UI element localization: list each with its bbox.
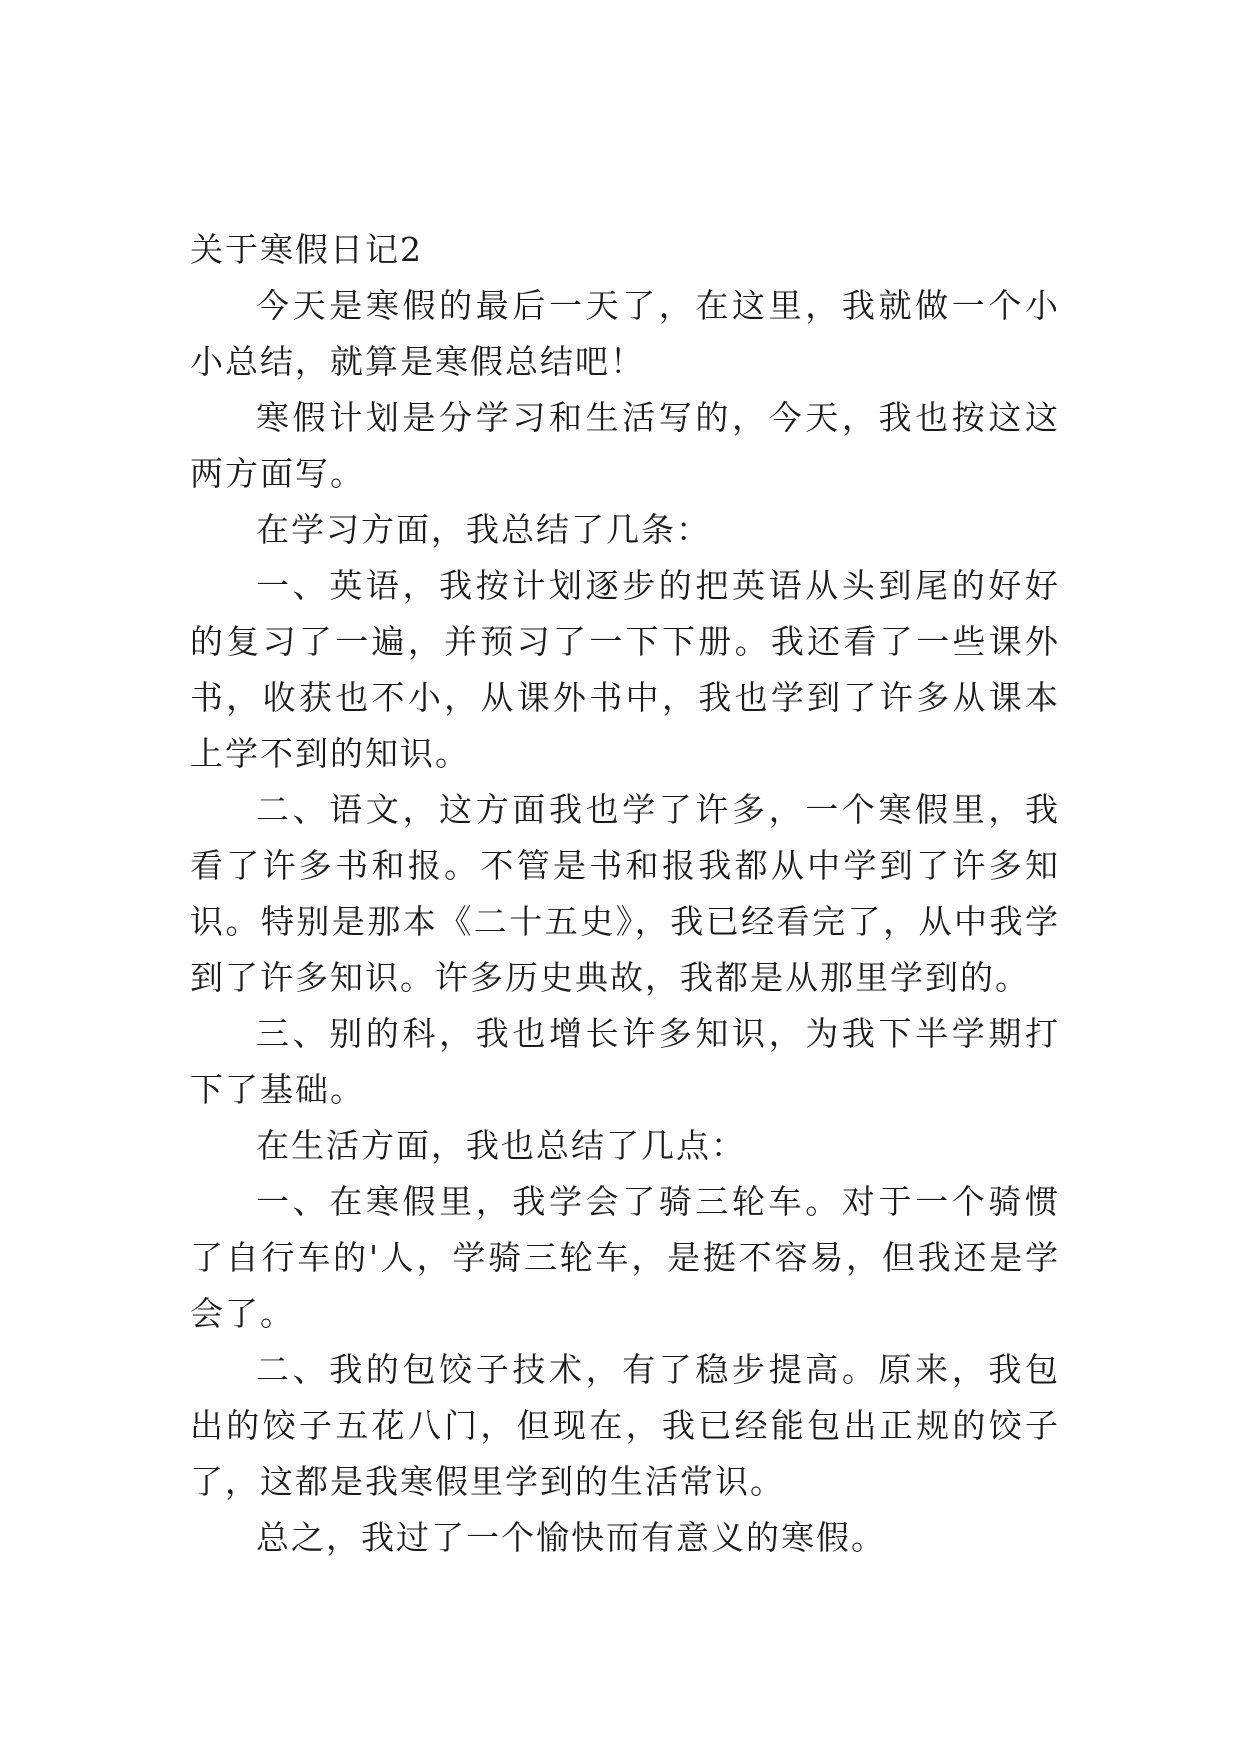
paragraph: 二、语文，这方面我也学了许多，一个寒假里，我看了许多书和报。不管是书和报我都从中学到了许多知识。特别是那本《二十五史》，我已经看完了，从中我学到了许多知识。许多历史典故，我都是从那里学到的。 — [190, 790, 1060, 997]
document-body — [190, 222, 1060, 1566]
document-title: 关于寒假日记2 — [190, 230, 423, 269]
paragraph: 一、在寒假里，我学会了骑三轮车。对于一个骑惯了自行车的'人，学骑三轮车，是挺不容易，但我还是学会了。 — [190, 1182, 1060, 1333]
paragraph: 三、别的科，我也增长许多知识，为我下半学期打下了基础。 — [190, 1014, 1060, 1109]
paragraph: 在学习方面，我总结了几条： — [256, 510, 711, 549]
paragraph: 一、英语，我按计划逐步的把英语从头到尾的好好的复习了一遍，并预习了一下下册。我还看了一些课外书，收获也不小，从课外书中，我也学到了许多从课本上学不到的知识。 — [190, 566, 1060, 773]
paragraph: 今天是寒假的最后一天了，在这里，我就做一个小小总结，就算是寒假总结吧！ — [190, 286, 1060, 381]
paragraph: 在生活方面，我也总结了几点： — [256, 1126, 746, 1165]
paragraph: 总之，我过了一个愉快而有意义的寒假。 — [256, 1518, 886, 1557]
paragraph: 寒假计划是分学习和生活写的，今天，我也按这这两方面写。 — [190, 398, 1060, 493]
paragraph: 二、我的包饺子技术，有了稳步提高。原来，我包出的饺子五花八门，但现在，我已经能包出正规的饺子了，这都是我寒假里学到的生活常识。 — [190, 1350, 1060, 1501]
